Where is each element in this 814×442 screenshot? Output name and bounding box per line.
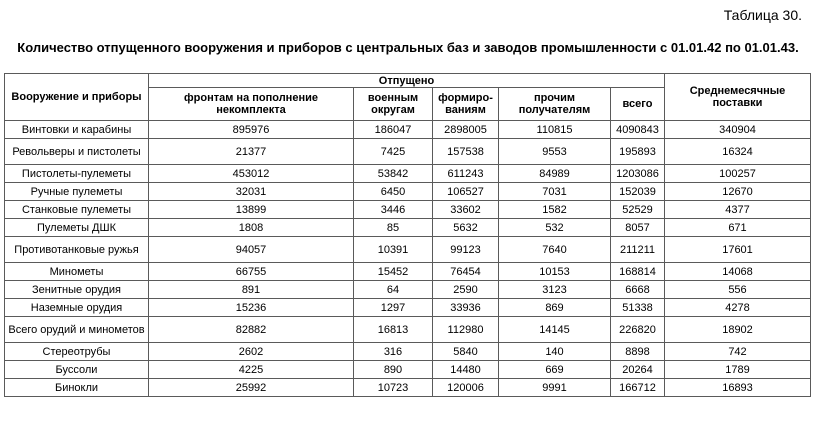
cell-fronts: 94057 [149,237,354,263]
cell-other: 84989 [499,165,611,183]
cell-formations: 611243 [433,165,499,183]
cell-other: 7031 [499,183,611,201]
cell-districts: 6450 [354,183,433,201]
cell-monthly: 14068 [665,263,811,281]
cell-other: 7640 [499,237,611,263]
cell-districts: 3446 [354,201,433,219]
cell-fronts: 453012 [149,165,354,183]
cell-districts: 15452 [354,263,433,281]
table-row [5,361,811,379]
table-row [5,281,811,299]
table-row [5,201,811,219]
cell-formations: 2590 [433,281,499,299]
table-number: Таблица 30. [723,7,802,23]
cell-other: 140 [499,343,611,361]
cell-total: 168814 [611,263,665,281]
cell-monthly: 17601 [665,237,811,263]
cell-fronts: 13899 [149,201,354,219]
cell-districts: 64 [354,281,433,299]
cell-total: 52529 [611,201,665,219]
row-label: Буссоли [5,361,149,379]
cell-other: 669 [499,361,611,379]
row-label: Револьверы и пистолеты [5,139,149,165]
cell-other: 1582 [499,201,611,219]
cell-total: 195893 [611,139,665,165]
table-row [5,183,811,201]
cell-fronts: 4225 [149,361,354,379]
table-row [5,317,811,343]
cell-formations: 76454 [433,263,499,281]
cell-total: 8057 [611,219,665,237]
cell-fronts: 895976 [149,121,354,139]
cell-total: 20264 [611,361,665,379]
row-label: Пистолеты-пулеметы [5,165,149,183]
cell-fronts: 32031 [149,183,354,201]
cell-monthly: 742 [665,343,811,361]
cell-other: 9553 [499,139,611,165]
cell-monthly: 16893 [665,379,811,397]
table-row [5,263,811,281]
cell-fronts: 25992 [149,379,354,397]
cell-monthly: 4377 [665,201,811,219]
cell-formations: 106527 [433,183,499,201]
cell-formations: 14480 [433,361,499,379]
table-row [5,219,811,237]
cell-districts: 16813 [354,317,433,343]
row-label: Винтовки и карабины [5,121,149,139]
cell-monthly: 671 [665,219,811,237]
row-label: Минометы [5,263,149,281]
cell-total: 226820 [611,317,665,343]
table-row [5,379,811,397]
table-row [5,237,811,263]
row-label: Пулеметы ДШК [5,219,149,237]
cell-districts: 10391 [354,237,433,263]
header-fronts: фронтам на пополнение некомплекта [149,88,354,121]
cell-other: 110815 [499,121,611,139]
row-label: Зенитные орудия [5,281,149,299]
table-row [5,343,811,361]
cell-fronts: 15236 [149,299,354,317]
cell-districts: 10723 [354,379,433,397]
cell-formations: 33936 [433,299,499,317]
row-label: Стереотрубы [5,343,149,361]
cell-formations: 5632 [433,219,499,237]
cell-monthly: 12670 [665,183,811,201]
cell-fronts: 2602 [149,343,354,361]
header-total: всего [611,88,665,121]
cell-districts: 1297 [354,299,433,317]
header-monthly: Среднемесячные поставки [665,74,811,121]
cell-formations: 33602 [433,201,499,219]
cell-total: 1203086 [611,165,665,183]
cell-fronts: 82882 [149,317,354,343]
row-label: Противотанковые ружья [5,237,149,263]
table-row [5,165,811,183]
cell-total: 4090843 [611,121,665,139]
row-label: Наземные орудия [5,299,149,317]
cell-formations: 5840 [433,343,499,361]
header-other: прочим получателям [499,88,611,121]
cell-other: 869 [499,299,611,317]
header-districts: военным округам [354,88,433,121]
row-label: Станковые пулеметы [5,201,149,219]
table-title: Количество отпущенного вооружения и приборов с центральных баз и заводов промышленности с 01.01.42 по 01.01.43. [17,40,799,55]
table-row [5,121,811,139]
cell-monthly: 100257 [665,165,811,183]
cell-total: 211211 [611,237,665,263]
cell-districts: 85 [354,219,433,237]
cell-monthly: 556 [665,281,811,299]
cell-monthly: 4278 [665,299,811,317]
header-item: Вооружение и приборы [5,74,149,121]
cell-fronts: 891 [149,281,354,299]
cell-districts: 186047 [354,121,433,139]
cell-total: 8898 [611,343,665,361]
row-label: Ручные пулеметы [5,183,149,201]
row-label: Бинокли [5,379,149,397]
cell-other: 14145 [499,317,611,343]
table-body [5,121,811,397]
table-row [5,139,811,165]
cell-other: 10153 [499,263,611,281]
cell-fronts: 21377 [149,139,354,165]
cell-districts: 316 [354,343,433,361]
cell-fronts: 1808 [149,219,354,237]
cell-total: 6668 [611,281,665,299]
cell-total: 51338 [611,299,665,317]
header-released: Отпущено [149,74,665,88]
cell-total: 166712 [611,379,665,397]
supply-table [4,73,811,397]
cell-formations: 99123 [433,237,499,263]
cell-monthly: 340904 [665,121,811,139]
cell-monthly: 16324 [665,139,811,165]
cell-other: 3123 [499,281,611,299]
cell-formations: 112980 [433,317,499,343]
cell-monthly: 1789 [665,361,811,379]
header-formations: формиро-ваниям [433,88,499,121]
table-row [5,299,811,317]
cell-monthly: 18902 [665,317,811,343]
cell-total: 152039 [611,183,665,201]
cell-other: 9991 [499,379,611,397]
cell-districts: 890 [354,361,433,379]
cell-other: 532 [499,219,611,237]
cell-districts: 53842 [354,165,433,183]
cell-formations: 120006 [433,379,499,397]
cell-formations: 157538 [433,139,499,165]
cell-districts: 7425 [354,139,433,165]
cell-fronts: 66755 [149,263,354,281]
cell-formations: 2898005 [433,121,499,139]
row-label: Всего орудий и минометов [5,317,149,343]
